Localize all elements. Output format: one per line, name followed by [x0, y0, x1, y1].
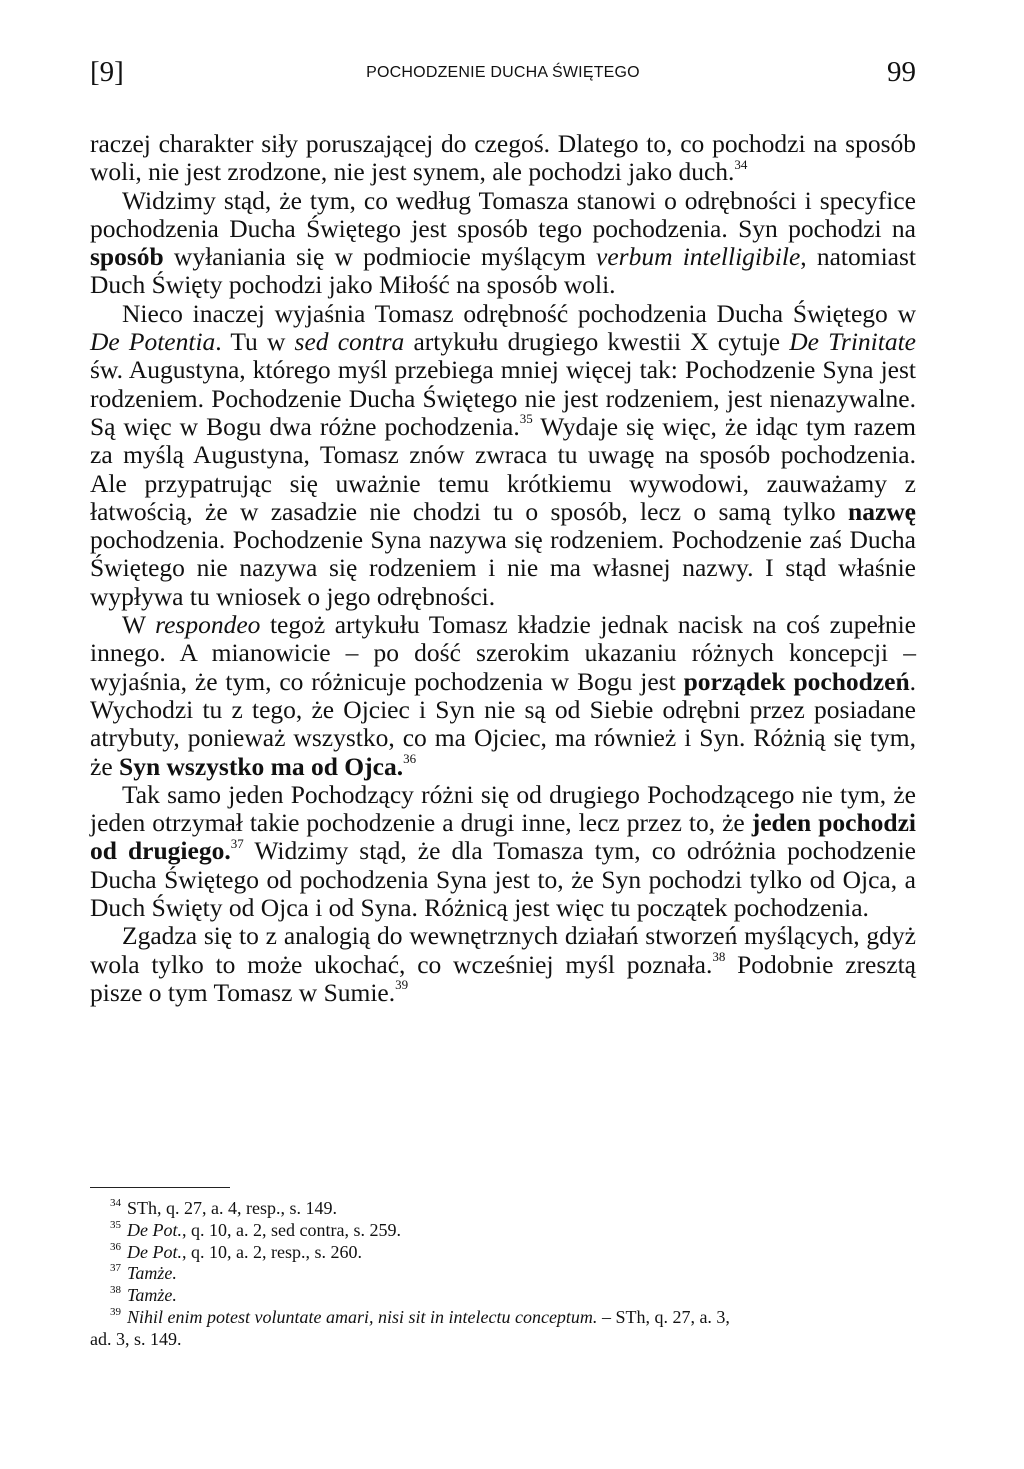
- footnote-number: 37: [110, 1262, 121, 1275]
- footnote-ref: 35: [519, 411, 533, 427]
- italic-term: verbum intelligibile: [596, 242, 801, 272]
- italic-term: sed contra: [294, 327, 405, 357]
- footnote-text: , q. 10, a. 2, resp., s. 260.: [181, 1241, 362, 1262]
- footnote-text: – STh, q. 27, a. 3,: [597, 1306, 730, 1327]
- text-run: , natomiast Duch Święty pochodzi jako Miłość na sposób woli.: [90, 242, 916, 300]
- paragraph-6: [90, 922, 916, 1007]
- running-header: [90, 56, 916, 96]
- text-run: wyłaniania się w podmiocie myślącym: [163, 242, 597, 272]
- footnote-italic: De Pot.: [127, 1219, 182, 1240]
- page-number: 99: [887, 56, 916, 88]
- footnote-ref: 34: [734, 156, 748, 172]
- text-run: pochodzenia. Pochodzenie Syna nazywa się rodzeniem. Pochodzenie zaś Ducha Świętego nie nazywa się rodzeniem i nie ma własnej nazwy. I stąd właśnie wypływa tu wniosek o jego odrębności.: [90, 525, 916, 611]
- text-run: Widzimy stąd, że tym, co według Tomasza stanowi o odrębności i specyfice pochodzenia Ducha Świętego jest sposób tego pochodzenia. Syn pochodzi na: [90, 185, 916, 243]
- text-run: . Tu w: [215, 327, 295, 357]
- footnote-italic: De Pot.: [127, 1241, 182, 1262]
- footnote-text: , q. 10, a. 2, sed contra, s. 259.: [181, 1219, 401, 1240]
- bold-term: porządek pochodzeń: [683, 666, 910, 696]
- text-run: Zgadza się to z analogią do wewnętrznych działań stworzeń myślących, gdyż wola tylko to może ukochać, co wcześniej myśl poznała.: [90, 921, 916, 979]
- bold-term: sposób: [90, 242, 164, 272]
- page-marker: [9]: [90, 56, 124, 88]
- italic-term: De Potentia: [90, 327, 216, 357]
- text-run: raczej charakter siły poruszającej do czegoś. Dlatego to, co pochodzi na sposób woli, nie jest zrodzone, nie jest synem, ale pochodzi jako duch.: [90, 129, 916, 187]
- footnote-italic: Nihil enim potest voluntate amari, nisi sit in intelectu conceptum.: [127, 1306, 598, 1327]
- footnote-39: [90, 1307, 916, 1329]
- paragraph-5: [90, 781, 916, 922]
- footnote-italic: Tamże.: [127, 1285, 177, 1306]
- footnote-number: 34: [110, 1197, 121, 1209]
- bold-term: Syn wszystko ma od Ojca.: [119, 751, 404, 781]
- text-run: . Wychodzi tu z tego, że Ojciec i Syn nie są od Siebie odrębni przez posiadane atrybuty, ponieważ wszystko, co ma Ojciec, ma również i Syn. Różnią się tym, że: [90, 666, 917, 781]
- text-run: artykułu drugiego kwestii X cytuje: [404, 327, 790, 357]
- italic-term: De Trinitate: [789, 327, 916, 357]
- footnotes: [90, 1198, 916, 1351]
- bold-term: nazwę: [848, 496, 916, 526]
- italic-term: respondeo: [155, 610, 261, 640]
- footnote-ref: 38: [712, 949, 726, 965]
- footnote-36: [90, 1242, 916, 1264]
- footnote-number: 39: [110, 1305, 121, 1318]
- text-run: Tak samo jeden Pochodzący różni się od drugiego Pochodzącego nie tym, że jeden otrzymał takie pochodzenie a drugi inne, lecz przez to, że: [90, 779, 916, 838]
- text-run: św. Augustyna, którego myśl przebiega mniej więcej tak: Pochodzenie Syna jest rodzeniem. Pochodzenie Ducha Świętego nie jest rodzeniem, jest nienazywalne. Są więc w Bogu dwa różne pochodzenia.: [90, 355, 916, 441]
- footnote-35: [90, 1220, 916, 1242]
- footnote-ref: 36: [403, 751, 417, 767]
- footnote-38: [90, 1285, 916, 1307]
- bold-term: jeden pochodzi od drugiego.: [90, 808, 916, 866]
- text-run: tegoż artykułu Tomasz kładzie jednak nacisk na coś zupełnie innego. A mianowicie – po dość szerokim ukazaniu różnych koncepcji – wyjaśnia, że tym, co różnicuje pochodzenia w Bogu jest: [90, 610, 917, 696]
- paragraph-3: [90, 300, 916, 611]
- footnote-number: 35: [110, 1218, 121, 1231]
- footnote-39-continuation: ad. 3, s. 149.: [90, 1328, 182, 1349]
- paragraph-4: [90, 611, 916, 781]
- footnote-ref: 39: [395, 977, 409, 993]
- footnote-italic: Tamże.: [127, 1263, 177, 1284]
- footnote-34: [90, 1198, 916, 1220]
- footnote-text: STh, q. 27, a. 4, resp., s. 149.: [127, 1198, 337, 1218]
- footnote-number: 36: [110, 1240, 121, 1253]
- footnote-separator: [90, 1187, 230, 1188]
- text-run: W: [122, 610, 156, 640]
- text-run: Wydaje się więc, że idąc tym razem za myślą Augustyna, Tomasz znów zwraca tu uwagę na sposób pochodzenia. Ale przypatrując się uważnie temu krótkiemu wywodowi, zauważamy z łatwością, że w zasadzie nie chodzi tu o sposób, lecz o samą tylko: [90, 411, 916, 526]
- running-title: POCHODZENIE DUCHA ŚWIĘTEGO: [366, 64, 640, 81]
- footnote-ref: 37: [230, 835, 244, 851]
- text-run: Widzimy stąd, że dla Tomasza tym, co odróżnia pochodzenie Ducha Świętego od pochodzenia Syna jest to, że Syn pochodzi tylko od Ojca, a Duch Święty od Ojca i od Syna. Różnicą jest więc tu początek pochodzenia.: [90, 836, 916, 923]
- paragraph-1: [90, 130, 916, 187]
- text-run: Nieco inaczej wyjaśnia Tomasz odrębność pochodzenia Ducha Świętego w: [122, 298, 916, 328]
- footnote-number: 38: [110, 1284, 121, 1297]
- footnote-37: [90, 1263, 916, 1285]
- body-text: [90, 130, 916, 1007]
- text-run: Podobnie zresztą pisze o tym Tomasz w Sumie.: [90, 949, 916, 1007]
- paragraph-2: [90, 187, 916, 300]
